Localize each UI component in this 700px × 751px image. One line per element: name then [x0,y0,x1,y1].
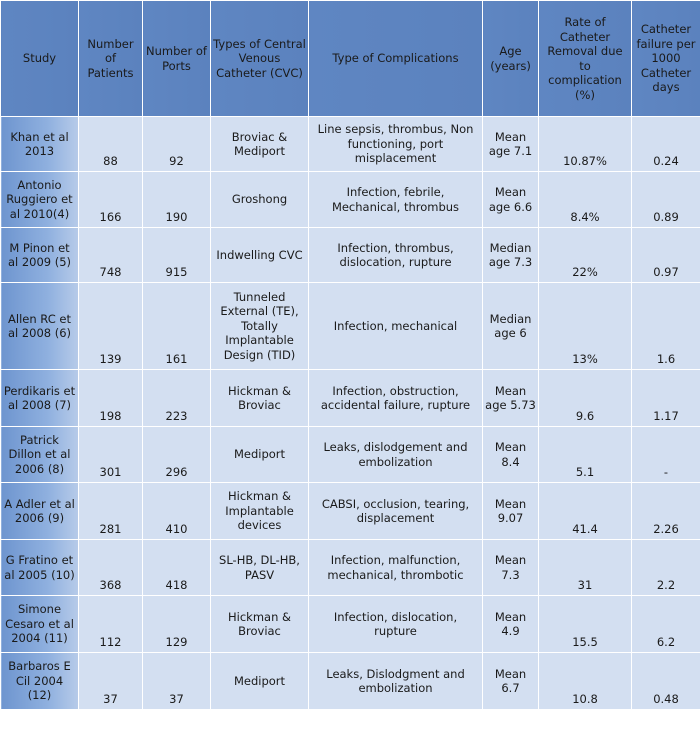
cell-age: Median age 7.3 [483,228,539,283]
cell-age: Mean age 6.6 [483,172,539,228]
cell-failure: 6.2 [632,596,700,653]
cell-age: Mean age 7.1 [483,117,539,172]
cell-complications: Infection, obstruction, accidental failure, rupture [309,370,483,427]
cell-failure: 0.89 [632,172,700,228]
table-row [1,483,700,540]
cell-ports: 92 [143,117,211,172]
table-row [1,596,700,653]
cell-cvc: Mediport [211,427,309,483]
header-cvc: Types of Central Venous Catheter (CVC) [211,1,309,117]
cell-removal: 31 [539,540,632,596]
cell-patients: 139 [79,283,143,370]
cell-age: Mean 7.3 [483,540,539,596]
cell-cvc: Mediport [211,653,309,710]
cell-complications: Infection, mechanical [309,283,483,370]
cell-failure: 0.97 [632,228,700,283]
cell-age: Mean 9.07 [483,483,539,540]
cell-patients: 112 [79,596,143,653]
cell-removal: 13% [539,283,632,370]
table-row [1,228,700,283]
cell-removal: 10.8 [539,653,632,710]
header-study: Study [1,1,79,117]
cell-study: Allen RC et al 2008 (6) [1,283,79,370]
cell-patients: 88 [79,117,143,172]
cell-ports: 129 [143,596,211,653]
cell-complications: Leaks, Dislodgment and embolization [309,653,483,710]
table-row [1,653,700,710]
cell-removal: 5.1 [539,427,632,483]
header-row [1,1,700,117]
cell-study: M Pinon et al 2009 (5) [1,228,79,283]
cell-ports: 161 [143,283,211,370]
cell-patients: 281 [79,483,143,540]
cell-study: Perdikaris et al 2008 (7) [1,370,79,427]
header-ports: Number of Ports [143,1,211,117]
header-complications: Type of Complications [309,1,483,117]
cell-age: Median age 6 [483,283,539,370]
cell-cvc: Hickman & Broviac [211,596,309,653]
header-patients: Number of Patients [79,1,143,117]
cell-complications: Infection, dislocation, rupture [309,596,483,653]
table-row [1,427,700,483]
cell-study: G Fratino et al 2005 (10) [1,540,79,596]
cell-age: Mean 4.9 [483,596,539,653]
cell-failure: 1.17 [632,370,700,427]
table-row [1,117,700,172]
cell-study: Simone Cesaro et al 2004 (11) [1,596,79,653]
cell-removal: 10.87% [539,117,632,172]
cell-failure: - [632,427,700,483]
cell-study: Antonio Ruggiero et al 2010(4) [1,172,79,228]
table-body [1,117,700,710]
header-failure: Catheter failure per 1000 Catheter days [632,1,700,117]
cell-cvc: Tunneled External (TE), Totally Implantable Design (TID) [211,283,309,370]
cell-ports: 296 [143,427,211,483]
cell-patients: 198 [79,370,143,427]
cell-patients: 368 [79,540,143,596]
cell-cvc: Hickman & Broviac [211,370,309,427]
cell-cvc: Groshong [211,172,309,228]
cell-complications: Leaks, dislodgement and embolization [309,427,483,483]
cell-complications: Infection, malfunction, mechanical, thrombotic [309,540,483,596]
cell-complications: Infection, thrombus, dislocation, rupture [309,228,483,283]
cell-cvc: Broviac & Mediport [211,117,309,172]
cell-cvc: SL-HB, DL-HB, PASV [211,540,309,596]
table-row [1,540,700,596]
cell-ports: 223 [143,370,211,427]
cell-patients: 748 [79,228,143,283]
cell-failure: 2.26 [632,483,700,540]
cell-removal: 41.4 [539,483,632,540]
cell-removal: 15.5 [539,596,632,653]
cell-complications: CABSI, occlusion, tearing, displacement [309,483,483,540]
cell-study: Patrick Dillon et al 2006 (8) [1,427,79,483]
table-row [1,172,700,228]
cell-patients: 301 [79,427,143,483]
cell-ports: 190 [143,172,211,228]
cell-age: Mean 6.7 [483,653,539,710]
cell-patients: 37 [79,653,143,710]
cell-failure: 2.2 [632,540,700,596]
cell-ports: 915 [143,228,211,283]
cell-complications: Infection, febrile, Mechanical, thrombus [309,172,483,228]
header-age: Age (years) [483,1,539,117]
cell-age: Mean 8.4 [483,427,539,483]
cell-study: A Adler et al 2006 (9) [1,483,79,540]
header-removal: Rate of Catheter Removal due to complication (%) [539,1,632,117]
cell-complications: Line sepsis, thrombus, Non functioning, port misplacement [309,117,483,172]
cell-ports: 410 [143,483,211,540]
cell-ports: 418 [143,540,211,596]
cell-study: Barbaros E Cil 2004 (12) [1,653,79,710]
cell-failure: 1.6 [632,283,700,370]
table-row [1,283,700,370]
cell-removal: 22% [539,228,632,283]
cell-failure: 0.24 [632,117,700,172]
cell-patients: 166 [79,172,143,228]
cell-cvc: Indwelling CVC [211,228,309,283]
cell-cvc: Hickman & Implantable devices [211,483,309,540]
cell-study: Khan et al 2013 [1,117,79,172]
cell-failure: 0.48 [632,653,700,710]
cell-removal: 9.6 [539,370,632,427]
cell-removal: 8.4% [539,172,632,228]
cell-age: Mean age 5.73 [483,370,539,427]
cell-ports: 37 [143,653,211,710]
table-row [1,370,700,427]
